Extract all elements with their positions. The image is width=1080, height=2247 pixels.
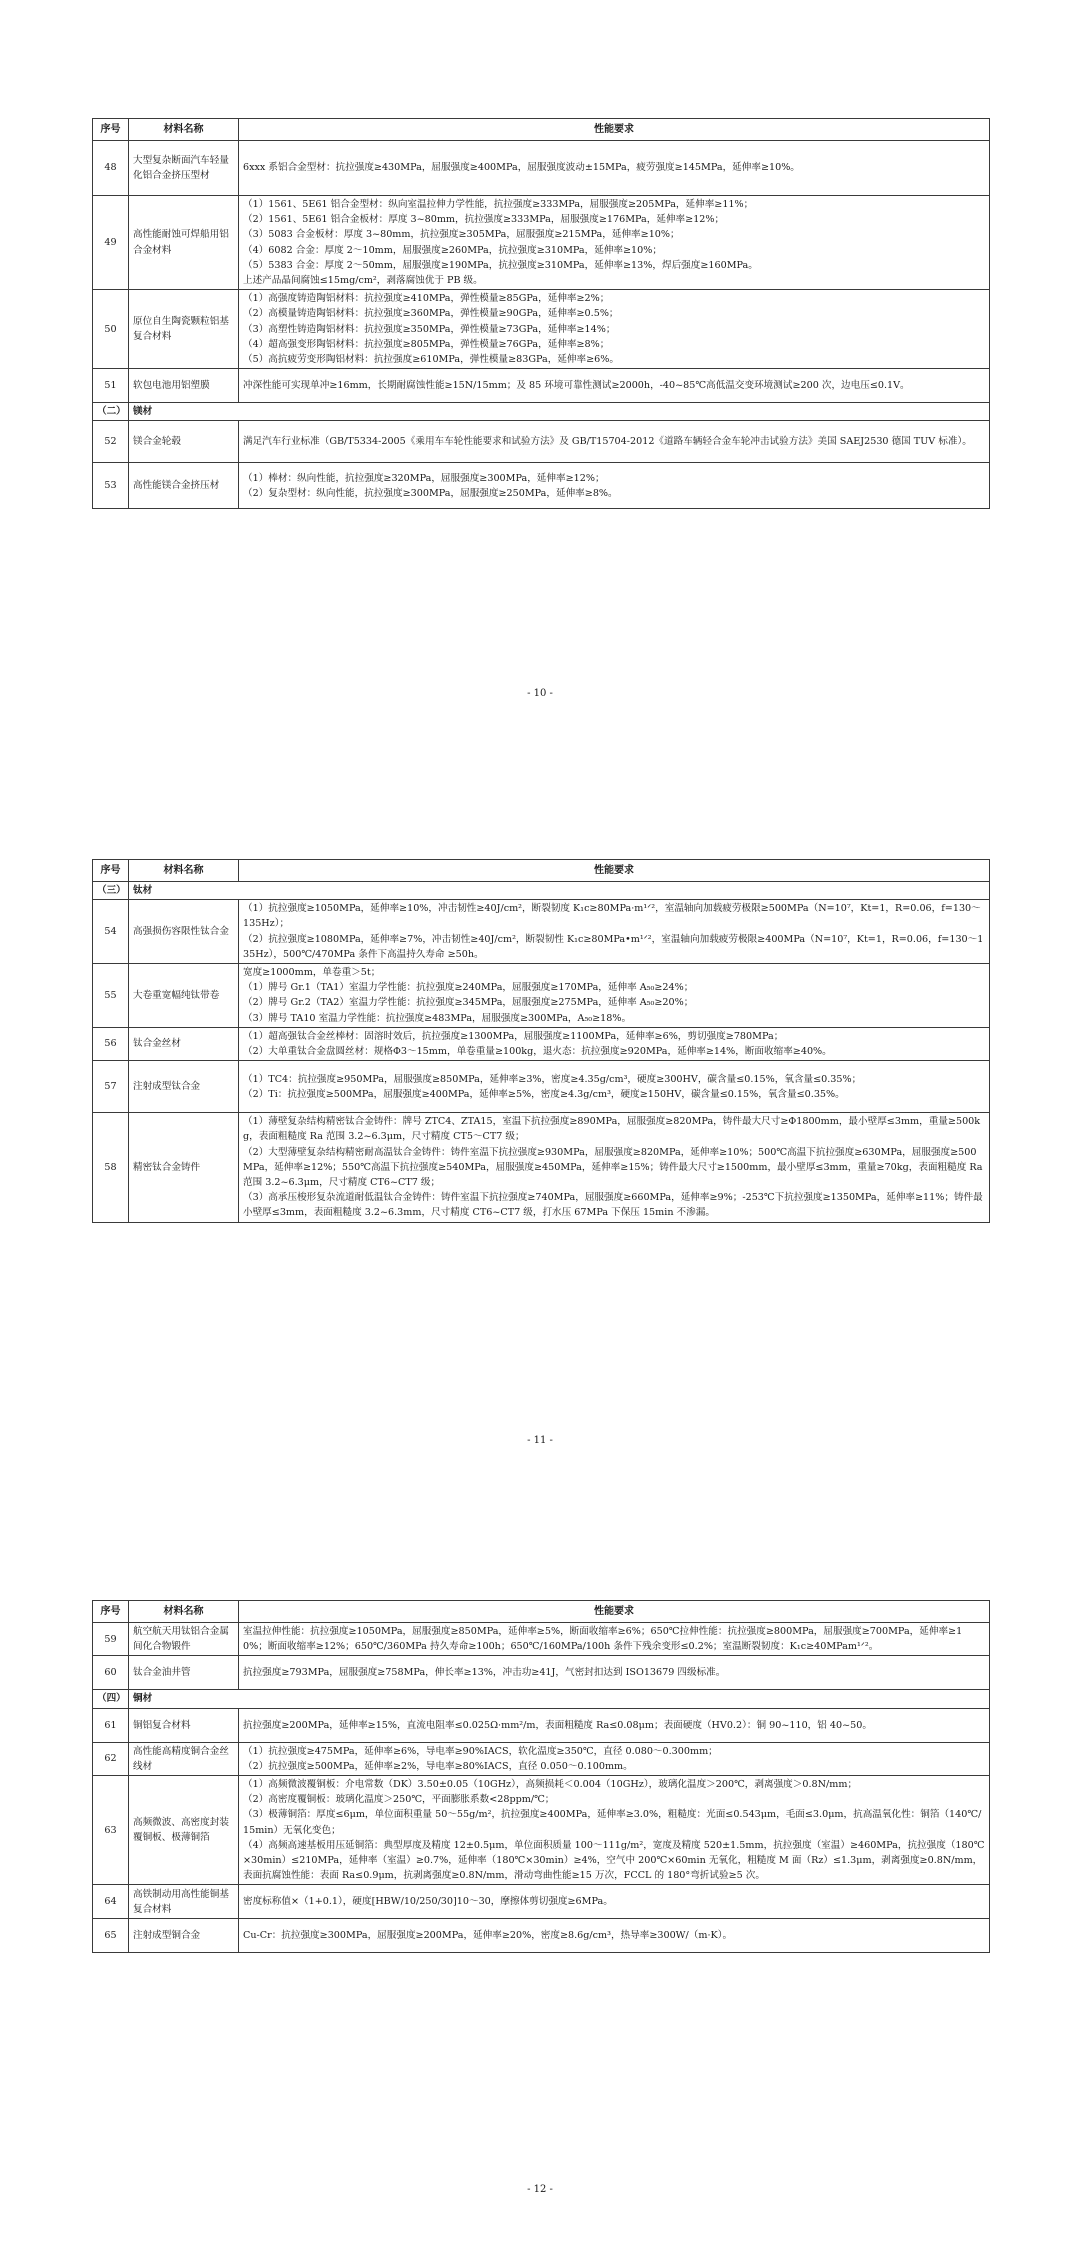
- material-name: 高频微波、高密度封装覆铜板、极薄铜箔: [129, 1776, 239, 1885]
- row-no: 64: [93, 1885, 129, 1919]
- material-name: 高性能镁合金挤压材: [129, 463, 239, 509]
- req-line: （1）抗拉强度≥1050MPa，延伸率≥10%，冲击韧性≥40J/cm²，断裂韧度 K₁c≥80MPa·m¹ᐟ²，室温轴向加载疲劳极限≥500MPa（N=10⁷，Kt=1，R=0.06，f=130～135Hz）；: [243, 903, 981, 930]
- material-name: 大型复杂断面汽车轻量化铝合金挤压型材: [129, 141, 239, 196]
- header-no: 序号: [93, 1601, 129, 1623]
- section-title: 钛材: [129, 882, 990, 900]
- requirements: [239, 964, 990, 1028]
- section-row: [93, 882, 990, 900]
- table-header-row: [93, 1601, 990, 1623]
- req-line: （3）牌号 TA10 室温力学性能：抗拉强度≥483MPa，屈服强度≥300MPa，A₅₀≥18%。: [243, 1012, 632, 1024]
- header-name: 材料名称: [129, 1601, 239, 1623]
- table-row: [93, 1113, 990, 1222]
- req-line: （2）高模量铸造陶铝材料：抗拉强度≥360MPa，弹性模量≥90GPa，延伸率≥0.5%；: [243, 308, 619, 320]
- table-row: [93, 1708, 990, 1742]
- section-no: （二）: [93, 403, 129, 421]
- req-line: （3）极薄铜箔：厚度≤6μm，单位面积重量 50～55g/m²，抗拉强度≥400MPa，延伸率≥3.0%，粗糙度：光面≤0.543μm，毛面≤3.0μm，抗高温氧化性：铜箔（140℃/15min）无氧化变色；: [243, 1809, 982, 1836]
- requirements: [239, 1885, 990, 1919]
- table-row: [93, 1656, 990, 1690]
- material-name: 航空航天用钛铝合金属间化合物锻件: [129, 1623, 239, 1656]
- requirements: [239, 421, 990, 463]
- material-name: 高性能高精度铜合金丝线材: [129, 1742, 239, 1775]
- req-line: （3）5083 合金板材：厚度 3~80mm，抗拉强度≥305MPa，屈服强度≥215MPa，延伸率≥10%；: [243, 229, 680, 241]
- req-line: 抗拉强度≥200MPa，延伸率≥15%，直流电阻率≤0.025Ω·mm²/m，表面粗糙度 Ra≤0.08μm；表面硬度（HV0.2）：铜 90~110，铝 40~50。: [243, 1719, 872, 1731]
- requirements: [239, 1027, 990, 1060]
- req-line: （1）薄壁复杂结构精密钛合金铸件：牌号 ZTC4、ZTA15，室温下抗拉强度≥890MPa，屈服强度≥820MPa，铸件最大尺寸≥Φ1800mm，最小壁厚≤3mm，重量≥500kg，表面粗糙度 Ra 范围 3.2~6.3μm，尺寸精度 CT5～CT7 级；: [243, 1116, 981, 1143]
- requirements: [239, 290, 990, 369]
- header-name: 材料名称: [129, 119, 239, 141]
- header-req: 性能要求: [239, 119, 990, 141]
- req-line: （2）牌号 Gr.2（TA2）室温力学性能：抗拉强度≥345MPa，屈服强度≥275MPa，延伸率 A₅₀≥20%；: [243, 997, 694, 1009]
- req-line: （2）高密度覆铜板：玻璃化温度＞250℃，平面膨胀系数<28ppm/℃；: [243, 1794, 555, 1806]
- req-line: 冲深性能可实现单冲≥16mm，长期耐腐蚀性能≥15N/15mm；及 85 环境可靠性测试≥2000h，-40~85℃高低温交变环境测试≥200 次，边电压≤0.1V。: [243, 380, 910, 392]
- req-line: 宽度≥1000mm，单卷重＞5t；: [243, 967, 381, 979]
- requirements: [239, 1776, 990, 1885]
- req-line: （4）6082 合金：厚度 2～10mm，屈服强度≥260MPa，抗拉强度≥310MPa，延伸率≥10%；: [243, 244, 662, 256]
- req-line: 抗拉强度≥793MPa，屈服强度≥758MPa，伸长率≥13%，冲击功≥41J，气密封扣达到 ISO13679 四级标准。: [243, 1667, 726, 1679]
- header-no: 序号: [93, 860, 129, 882]
- material-name: 注射成型铜合金: [129, 1919, 239, 1953]
- row-no: 62: [93, 1742, 129, 1775]
- table-row: [93, 1919, 990, 1953]
- section-title: 铜材: [129, 1690, 990, 1708]
- req-line: （2）抗拉强度≥1080MPa，延伸率≥7%，冲击韧性≥40J/cm²，断裂韧性 K₁c≥80MPa•m¹ᐟ²，室温轴向加载疲劳极限≥400MPa（N=10⁷，Kt=1，R=0.06，f=130～135Hz），500℃/470MPa 条件下高温持久寿命 ≥50h。: [243, 933, 984, 960]
- requirements: [239, 463, 990, 509]
- table-row: [93, 1027, 990, 1060]
- table-row: [93, 290, 990, 369]
- req-line: （1）超高强钛合金丝棒材：固溶时效后，抗拉强度≥1300MPa，屈服强度≥1100MPa，延伸率≥6%，剪切强度≥780MPa；: [243, 1030, 784, 1042]
- row-no: 49: [93, 196, 129, 290]
- requirements: [239, 1113, 990, 1222]
- material-name: 原位自生陶瓷颗粒铝基复合材料: [129, 290, 239, 369]
- header-req: 性能要求: [239, 860, 990, 882]
- table-header-row: [93, 860, 990, 882]
- req-line: （2）Ti：抗拉强度≥500MPa，屈服强度≥400MPa，延伸率≥5%，密度≥4.3g/cm³，硬度≥150HV，碳含量≤0.15%，氧含量≤0.35%。: [243, 1088, 845, 1100]
- row-no: 51: [93, 369, 129, 403]
- material-name: 高铁制动用高性能铜基复合材料: [129, 1885, 239, 1919]
- req-line: 密度标称值×（1+0.1），硬度[HBW/10/250/30]10～30，摩擦体剪切强度≥6MPa。: [243, 1896, 613, 1908]
- req-line: （4）高频高速基板用压延铜箔：典型厚度及精度 12±0.5μm，单位面积质量 100～111g/m²，宽度及精度 520±1.5mm，抗拉强度（室温）≥460MPa，抗拉强度（180℃×30min）≤210MPa，延伸率（室温）≥0.7%，延伸率（180℃×30min）≥4%，空气中 200℃×60min 无氧化，粗糙度 M 面（Rz）≤1.3μm，剥离强度≥0.8N/mm，表面抗腐蚀性能：表面 Ra≤0.9μm，抗剥离强度≥0.8N/mm，滑动弯曲性能≥15 万次，FCCL 的 180°弯折试验≥5 次。: [243, 1839, 985, 1882]
- material-name: 高强损伤容限性钛合金: [129, 900, 239, 964]
- page-number: - 12 -: [527, 2184, 553, 2195]
- header-req: 性能要求: [239, 1601, 990, 1623]
- req-line: （2）1561、5E61 铝合金板材：厚度 3~80mm，抗拉强度≥333MPa，屈服强度≥176MPa，延伸率≥12%；: [243, 214, 725, 226]
- row-no: 50: [93, 290, 129, 369]
- requirements: [239, 369, 990, 403]
- req-line: （4）超高强变形陶铝材料：抗拉强度≥805MPa，弹性模量≥76GPa，延伸率≥8%；: [243, 338, 610, 350]
- table-row: [93, 369, 990, 403]
- page-12: [0, 1498, 1080, 2247]
- requirements: [239, 1919, 990, 1953]
- req-line: （2）抗拉强度≥500MPa，延伸率≥2%，导电率≥80%IACS，直径 0.050～0.100mm。: [243, 1760, 633, 1772]
- req-line: （1）高频微波覆铜板：介电常数（DK）3.50±0.05（10GHz），高频损耗＜0.004（10GHz），玻璃化温度＞200℃，剥离强度＞0.8N/mm；: [243, 1779, 858, 1791]
- requirements: [239, 1623, 990, 1656]
- material-name: 大卷重宽幅纯钛带卷: [129, 964, 239, 1028]
- material-name: 高性能耐蚀可焊船用铝合金材料: [129, 196, 239, 290]
- material-name: 铜铝复合材料: [129, 1708, 239, 1742]
- row-no: 59: [93, 1623, 129, 1656]
- row-no: 60: [93, 1656, 129, 1690]
- section-no: （四）: [93, 1690, 129, 1708]
- section-title: 镁材: [129, 403, 990, 421]
- section-row: [93, 403, 990, 421]
- material-name: 精密钛合金铸件: [129, 1113, 239, 1222]
- req-line: 室温拉伸性能：抗拉强度≥1050MPa，屈服强度≥850MPa，延伸率≥5%，断面收缩率≥6%；650℃拉伸性能：抗拉强度≥800MPa，屈服强度≥700MPa，延伸率≥10%；断面收缩率≥12%；650℃/360MPa 持久寿命≥100h；650℃/160MPa/100h 条件下残余变形≤0.2%；室温断裂韧度：K₁c≥40MPam¹ᐟ²。: [243, 1626, 963, 1653]
- header-no: 序号: [93, 119, 129, 141]
- table-row: [93, 1885, 990, 1919]
- material-name: 注射成型钛合金: [129, 1061, 239, 1113]
- requirements: [239, 1061, 990, 1113]
- page-number: - 11 -: [527, 1435, 553, 1446]
- requirements: [239, 1708, 990, 1742]
- material-name: 钛合金丝材: [129, 1027, 239, 1060]
- requirements: [239, 1656, 990, 1690]
- row-no: 55: [93, 964, 129, 1028]
- req-line: （1）棒材：纵向性能，抗拉强度≥320MPa，屈服强度≥300MPa，延伸率≥12%；: [243, 472, 605, 484]
- req-line: （2）大型薄壁复杂结构精密耐高温钛合金铸件：铸件室温下抗拉强度≥930MPa，屈服强度≥820MPa，延伸率≥10%；500℃高温下抗拉强度≥630MPa，屈服强度≥500MPa，延伸率≥12%；550℃高温下抗拉强度≥540MPa，屈服强度≥450MPa，延伸率≥15%；铸件最大尺寸≥1500mm，最小壁厚≤3mm，重量≥70kg，表面粗糙度 Ra 范围 3.2~6.3μm，尺寸精度 CT6~CT7 级；: [243, 1146, 983, 1189]
- table-row: [93, 1061, 990, 1113]
- table-row: [93, 141, 990, 196]
- spec-table: [92, 1600, 990, 1953]
- page-number: - 10 -: [527, 688, 553, 699]
- row-no: 65: [93, 1919, 129, 1953]
- table-row: [93, 421, 990, 463]
- page-10: [0, 0, 1080, 749]
- req-line: （1）抗拉强度≥475MPa，延伸率≥6%，导电率≥90%IACS，软化温度≥350℃，直径 0.080～0.300mm；: [243, 1745, 718, 1757]
- row-no: 58: [93, 1113, 129, 1222]
- req-line: （1）TC4：抗拉强度≥950MPa，屈服强度≥850MPa，延伸率≥3%，密度≥4.35g/cm³，硬度≥300HV，碳含量≤0.15%，氧含量≤0.35%；: [243, 1073, 862, 1085]
- table-row: [93, 900, 990, 964]
- req-line: （1）高强度铸造陶铝材料：抗拉强度≥410MPa，弹性模量≥85GPa，延伸率≥2%；: [243, 293, 610, 305]
- material-name: 软包电池用铝塑膜: [129, 369, 239, 403]
- req-line: Cu-Cr：抗拉强度≥300MPa，屈服强度≥200MPa，延伸率≥20%，密度≥8.6g/cm³，热导率≥300W/（m·K）。: [243, 1930, 733, 1942]
- material-name: 钛合金油井管: [129, 1656, 239, 1690]
- row-no: 61: [93, 1708, 129, 1742]
- material-name: 镁合金轮毂: [129, 421, 239, 463]
- req-line: 满足汽车行业标准（GB/T5334-2005《乘用车车轮性能要求和试验方法》及 GB/T15704-2012《道路车辆轻合金车轮冲击试验方法》美国 SAEJ2530 德国 TUV 标准）。: [243, 436, 972, 448]
- row-no: 53: [93, 463, 129, 509]
- req-line: （3）高塑性铸造陶铝材料：抗拉强度≥350MPa，弹性模量≥73GPa，延伸率≥14%；: [243, 323, 616, 335]
- page-11: [0, 749, 1080, 1498]
- table-row: [93, 964, 990, 1028]
- req-line: 6xxx 系铝合金型材：抗拉强度≥430MPa，屈服强度≥400MPa，屈服强度波动±15MPa，疲劳强度≥145MPa，延伸率≥10%。: [243, 162, 800, 174]
- req-line: （2）大单重钛合金盘圆丝材：规格Φ3～15mm，单卷重量≥100kg，退火态：抗拉强度≥920MPa，延伸率≥14%，断面收缩率≥40%。: [243, 1046, 832, 1058]
- row-no: 52: [93, 421, 129, 463]
- req-line: （5）5383 合金：厚度 2～50mm，屈服强度≥190MPa，抗拉强度≥310MPa，延伸率≥13%，焊后强度≥160MPa。: [243, 259, 758, 271]
- table-row: [93, 1742, 990, 1775]
- row-no: 57: [93, 1061, 129, 1113]
- section-no: （三）: [93, 882, 129, 900]
- requirements: [239, 196, 990, 290]
- requirements: [239, 141, 990, 196]
- row-no: 63: [93, 1776, 129, 1885]
- table-row: [93, 463, 990, 509]
- table-row: [93, 196, 990, 290]
- row-no: 48: [93, 141, 129, 196]
- row-no: 54: [93, 900, 129, 964]
- spec-table: [92, 118, 990, 509]
- req-line: （2）复杂型材：纵向性能，抗拉强度≥300MPa，屈服强度≥250MPa，延伸率≥8%。: [243, 487, 618, 499]
- row-no: 56: [93, 1027, 129, 1060]
- req-line: （1）牌号 Gr.1（TA1）室温力学性能：抗拉强度≥240MPa，屈服强度≥170MPa，延伸率 A₅₀≥24%；: [243, 982, 694, 994]
- req-line: （1）1561、5E61 铝合金型材：纵向室温拉伸力学性能，抗拉强度≥333MPa，屈服强度≥205MPa，延伸率≥11%；: [243, 199, 754, 210]
- table-row: [93, 1776, 990, 1885]
- header-name: 材料名称: [129, 860, 239, 882]
- req-line: （5）高抗疲劳变形陶铝材料：抗拉强度≥610MPa，弹性模量≥83GPa，延伸率≥6%。: [243, 354, 619, 366]
- table-row: [93, 1623, 990, 1656]
- table-header-row: [93, 119, 990, 141]
- req-line: （3）高承压梭形复杂流道耐低温钛合金铸件：铸件室温下抗拉强度≥740MPa，屈服强度≥660MPa，延伸率≥9%；-253℃下抗拉强度≥1350MPa，延伸率≥11%；铸件最小壁厚≤3mm，表面粗糙度 3.2~6.3mm，尺寸精度 CT6~CT7 级，打水压 67MPa 下保压 15min 不渗漏。: [243, 1192, 983, 1219]
- section-row: [93, 1690, 990, 1708]
- req-line: 上述产品晶间腐蚀≤15mg/cm²，剥落腐蚀优于 PB 级。: [243, 275, 483, 287]
- requirements: [239, 900, 990, 964]
- requirements: [239, 1742, 990, 1775]
- spec-table: [92, 859, 990, 1223]
